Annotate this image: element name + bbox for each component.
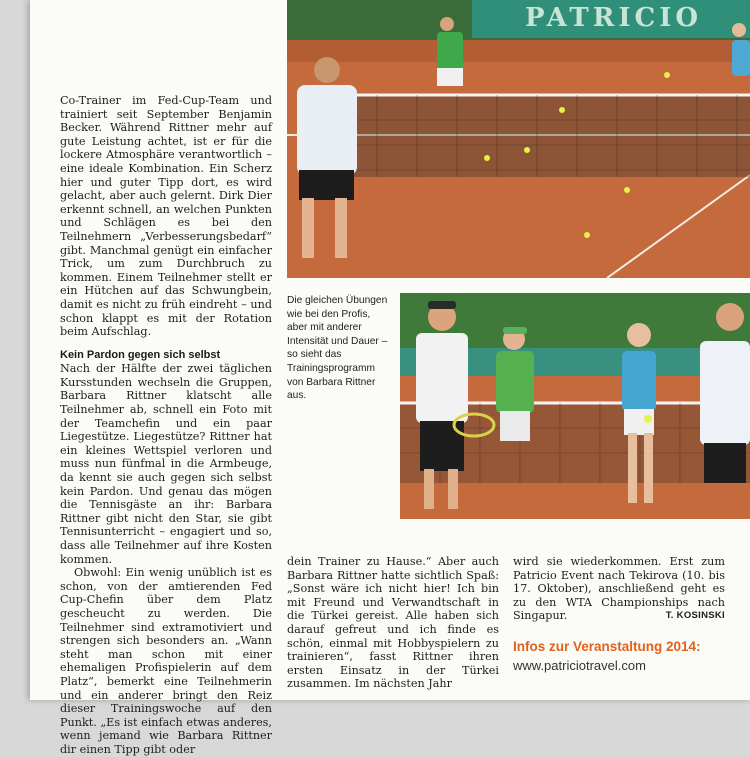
column-middle [287, 555, 499, 691]
info-heading: Infos zur Veranstaltung 2014: [513, 639, 701, 654]
paragraph-middle: dein Trainer zu Hause.“ Aber auch Barbara Rittner hatte sichtlich Spaß: „Sonst wäre ich nicht hier! Ich bin mit Freund und Verwandtschaft in die Türkei gereist. Alle haben sich darauf gefreut und ich finde es schön, einmal mit Hobbyspielern zu trainieren“, fasst Rittner ihren ersten Einsatz in der Türkei zusammen. Im nächsten Jahr [287, 555, 499, 691]
column-right [513, 555, 725, 623]
magazine-page [30, 0, 750, 756]
paragraph-obwohl: Obwohl: Ein wenig unüblich ist es schon, von der amtierenden Fed Cup-Chefin über dem Platz gescheucht zu werden. Die Teilnehmer sind extramotiviert und strengen sich besonders an. „Wann steht man schon mit einer ehemaligen Profispielerin auf dem Platz“, bemerkt eine Teilnehmerin und ein anderer bringt den Reiz dieser Trainingswoche auf den Punkt. „Es ist einfach etwas anderes, wenn jemand wie Barbara Rittner dir einen Tipp gibt oder [60, 566, 272, 756]
paragraph-right-text: wird sie wiederkommen. Erst zum Patricio Event nach Tekirova (10. bis 17. Oktober), anschließend geht es zu den WTA Championships nach Singapur. [513, 555, 725, 623]
subheading: Kein Pardon gegen sich selbst [60, 348, 221, 361]
info-link[interactable]: www.patriciotravel.com [513, 658, 646, 673]
paragraph-intro: Co-Trainer im Fed-Cup-Team und trainiert seit September Benjamin Becker. Während Rittner mehr auf gute Leistung achtet, ist er für die lockere Atmosphäre verantwortlich – eine ideale Kombination. Ein Scherz hier und guter Tipp dort, es wird gelacht, aber auch gelernt. Dirk Dier erkennt schnell, an welchen Punkten und Schlägen es bei den Teilnehmern „Verbesserungsbedarf“ gibt. Manchmal genügt ein einfacher Trick, um zum Durchbruch zu kommen. Einem Teilnehmer stellt er ein Hütchen auf das Schwungbein, damit es nicht zu früh eindreht – und schon klappt es mit der Rotation beim Aufschlag. [60, 94, 272, 339]
paragraph-right [513, 555, 725, 623]
photo-group-at-net [400, 293, 750, 519]
banner-text: PATRICIO [525, 3, 703, 33]
paragraph-pardon: Nach der Hälfte der zwei täglichen Kursstunden wechseln die Gruppen, Barbara Rittner klatscht alle Teilnehmer ab, schnell ein Foto mit der Teamchefin und ein paar Liegestütze. Liegestütze? Rittner hat ein kleines Wettspiel verloren und muss nun fünfmal in die Armbeuge, da kennt sie auch gegen sich selbst kein Pardon. Und genau das mögen die Tennisgäste an ihr: Barbara Rittner gibt nicht den Star, sie gibt Tennisunterricht – engagiert und so, dass alle Teilnehmer auf ihre Kosten kommen. [60, 362, 272, 566]
photo-caption: Die gleichen Übungen wie bei den Profis, aber mit anderer Intensität und Dauer – so sieht das Trainingsprogramm von Barbara Rittner aus. [287, 295, 388, 402]
author-signature: T. KOSINSKI [665, 610, 725, 622]
column-left [60, 94, 272, 757]
photo-tennis-training [287, 0, 750, 278]
